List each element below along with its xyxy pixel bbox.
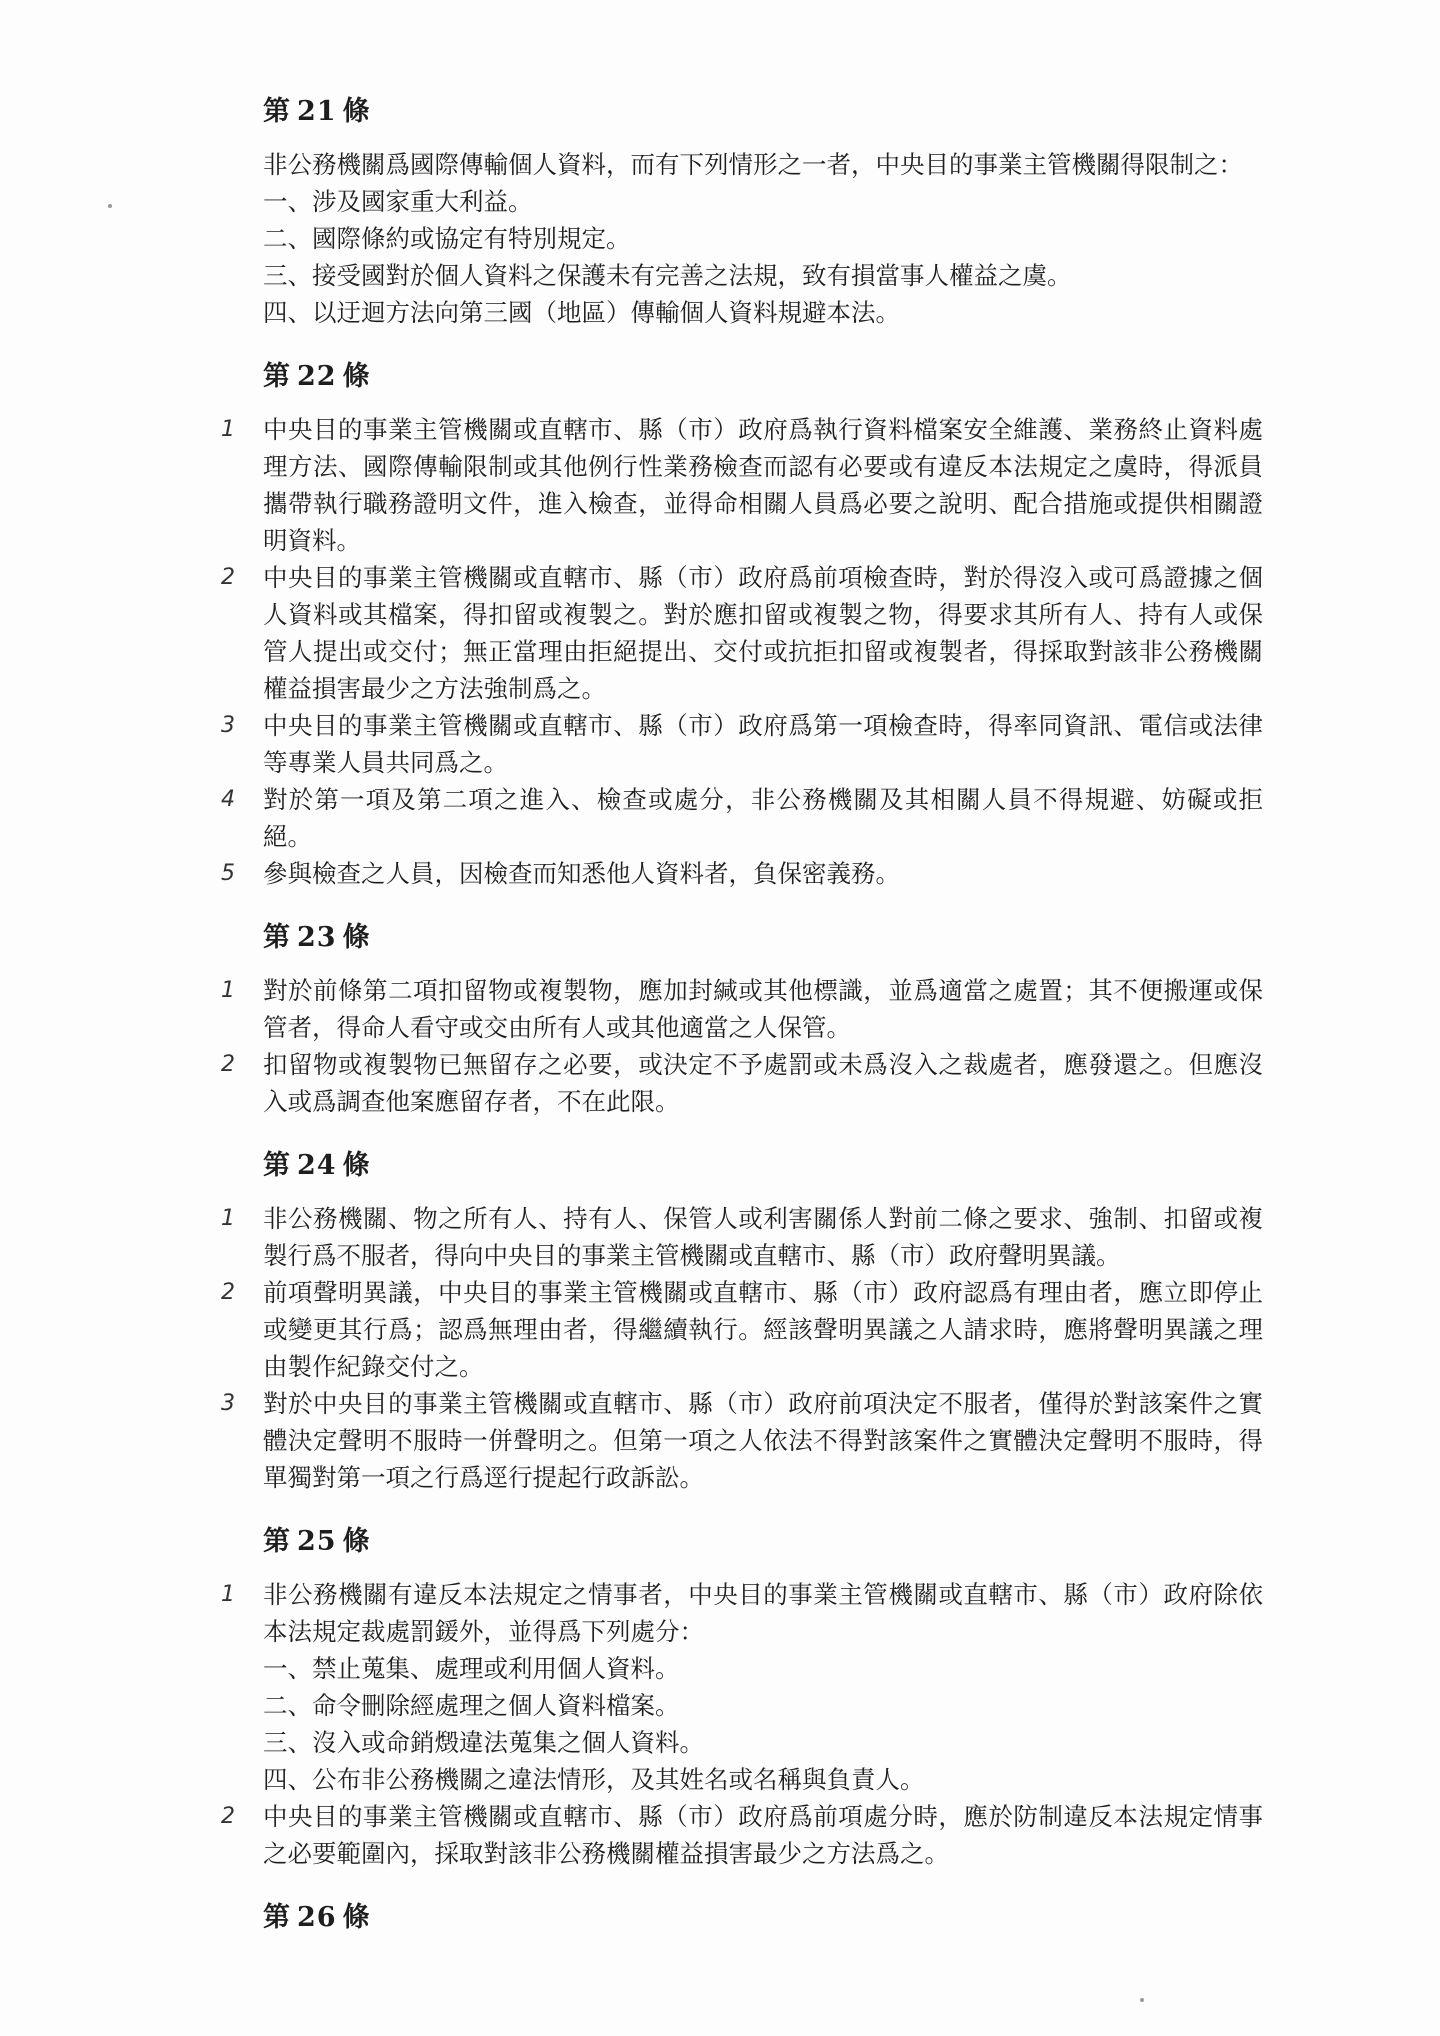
article-26 bbox=[263, 1898, 1263, 1938]
list-item: 一、涉及國家重大利益。 bbox=[263, 187, 533, 216]
paragraph bbox=[221, 1200, 1263, 1274]
article-23 bbox=[221, 918, 1263, 1120]
paragraph-number: 4 bbox=[221, 787, 235, 812]
paragraph bbox=[221, 411, 1263, 559]
paragraph-number: 1 bbox=[221, 1582, 235, 1607]
article-title: 第 21 條 bbox=[263, 96, 371, 127]
paragraph-text: 參與檢查之人員，因檢查而知悉他人資料者，負保密義務。 bbox=[263, 859, 900, 888]
paragraph bbox=[221, 1046, 1263, 1120]
list-item: 三、沒入或命銷燬違法蒐集之個人資料。 bbox=[263, 1728, 704, 1757]
paragraph-text: 中央目的事業主管機關或直轄市、縣（市）政府爲前項處分時，應於防制違反本法規定情事之必要範圍內，採取對該非公務機關權益損害最少之方法爲之。 bbox=[263, 1802, 1263, 1868]
paragraph-text: 中央目的事業主管機關或直轄市、縣（市）政府爲執行資料檔案安全維護、業務終止資料處理方法、國際傳輸限制或其他例行性業務檢查而認有必要或有違反本法規定之虞時，得派員攜帶執行職務證明文件，進入檢查，並得命相關人員爲必要之說明、配合措施或提供相關證明資料。 bbox=[263, 415, 1263, 555]
paragraph-number: 2 bbox=[221, 565, 235, 590]
paragraph-number: 2 bbox=[221, 1804, 235, 1829]
paragraph-number: 1 bbox=[221, 978, 235, 1003]
paragraph-text: 前項聲明異議，中央目的事業主管機關或直轄市、縣（市）政府認爲有理由者，應立即停止或變更其行爲；認爲無理由者，得繼續執行。經該聲明異議之人請求時，應將聲明異議之理由製作紀錄交付之。 bbox=[263, 1278, 1263, 1381]
article-21 bbox=[263, 92, 1263, 331]
paragraph-number: 2 bbox=[221, 1280, 235, 1305]
paragraph bbox=[221, 1798, 1263, 1872]
paragraph-number: 1 bbox=[221, 417, 235, 442]
list-item: 四、以迂迴方法向第三國（地區）傳輸個人資料規避本法。 bbox=[263, 298, 900, 327]
scan-speck bbox=[108, 204, 112, 208]
paragraph bbox=[221, 855, 1263, 892]
paragraph-number: 3 bbox=[221, 713, 235, 738]
document-body bbox=[221, 92, 1263, 1952]
paragraph bbox=[221, 1576, 1263, 1650]
paragraph-text: 對於前條第二項扣留物或複製物，應加封緘或其他標識，並爲適當之處置；其不便搬運或保管者，得命人看守或交由所有人或其他適當之人保管。 bbox=[263, 976, 1263, 1042]
article-22 bbox=[221, 357, 1263, 892]
paragraph-text: 中央目的事業主管機關或直轄市、縣（市）政府爲前項檢查時，對於得沒入或可爲證據之個人資料或其檔案，得扣留或複製之。對於應扣留或複製之物，得要求其所有人、持有人或保管人提出或交付；無正當理由拒絕提出、交付或抗拒扣留或複製者，得採取對該非公務機關權益損害最少之方法強制爲之。 bbox=[263, 563, 1263, 703]
paragraph bbox=[221, 1385, 1263, 1496]
article-intro: 非公務機關爲國際傳輸個人資料，而有下列情形之一者，中央目的事業主管機關得限制之： bbox=[263, 150, 1243, 179]
list-item: 二、國際條約或協定有特別規定。 bbox=[263, 224, 631, 253]
list-item: 三、接受國對於個人資料之保護未有完善之法規，致有損當事人權益之虞。 bbox=[263, 261, 1072, 290]
paragraph bbox=[221, 707, 1263, 781]
list-item: 四、公布非公務機關之違法情形，及其姓名或名稱與負責人。 bbox=[263, 1765, 925, 1794]
article-title: 第 24 條 bbox=[263, 1150, 371, 1181]
paragraph-text: 中央目的事業主管機關或直轄市、縣（市）政府爲第一項檢查時，得率同資訊、電信或法律等專業人員共同爲之。 bbox=[263, 711, 1263, 777]
paragraph-text: 非公務機關有違反本法規定之情事者，中央目的事業主管機關或直轄市、縣（市）政府除依本法規定裁處罰鍰外，並得爲下列處分： bbox=[263, 1580, 1263, 1646]
list-item: 二、命令刪除經處理之個人資料檔案。 bbox=[263, 1691, 680, 1720]
paragraph bbox=[221, 559, 1263, 707]
article-title: 第 23 條 bbox=[263, 922, 371, 953]
paragraph bbox=[221, 972, 1263, 1046]
paragraph bbox=[221, 781, 1263, 855]
paragraph bbox=[221, 1274, 1263, 1385]
list-item: 一、禁止蒐集、處理或利用個人資料。 bbox=[263, 1654, 680, 1683]
article-25 bbox=[221, 1522, 1263, 1872]
paragraph-text: 扣留物或複製物已無留存之必要，或決定不予處罰或未爲沒入之裁處者，應發還之。但應沒入或爲調查他案應留存者，不在此限。 bbox=[263, 1050, 1263, 1116]
paragraph-number: 2 bbox=[221, 1052, 235, 1077]
article-title: 第 25 條 bbox=[263, 1526, 371, 1557]
paragraph-number: 1 bbox=[221, 1206, 235, 1231]
scan-speck bbox=[1140, 1998, 1144, 2002]
paragraph-number: 3 bbox=[221, 1391, 235, 1416]
paragraph-text: 對於中央目的事業主管機關或直轄市、縣（市）政府前項決定不服者，僅得於對該案件之實體決定聲明不服時一併聲明之。但第一項之人依法不得對該案件之實體決定聲明不服時，得單獨對第一項之行爲逕行提起行政訴訟。 bbox=[263, 1389, 1263, 1492]
paragraph-text: 非公務機關、物之所有人、持有人、保管人或利害關係人對前二條之要求、強制、扣留或複製行爲不服者，得向中央目的事業主管機關或直轄市、縣（市）政府聲明異議。 bbox=[263, 1204, 1263, 1270]
article-title: 第 26 條 bbox=[263, 1902, 371, 1933]
paragraph-number: 5 bbox=[221, 861, 235, 886]
paragraph-text: 對於第一項及第二項之進入、檢查或處分，非公務機關及其相關人員不得規避、妨礙或拒絕。 bbox=[263, 785, 1263, 851]
article-24 bbox=[221, 1146, 1263, 1496]
article-title: 第 22 條 bbox=[263, 361, 371, 392]
